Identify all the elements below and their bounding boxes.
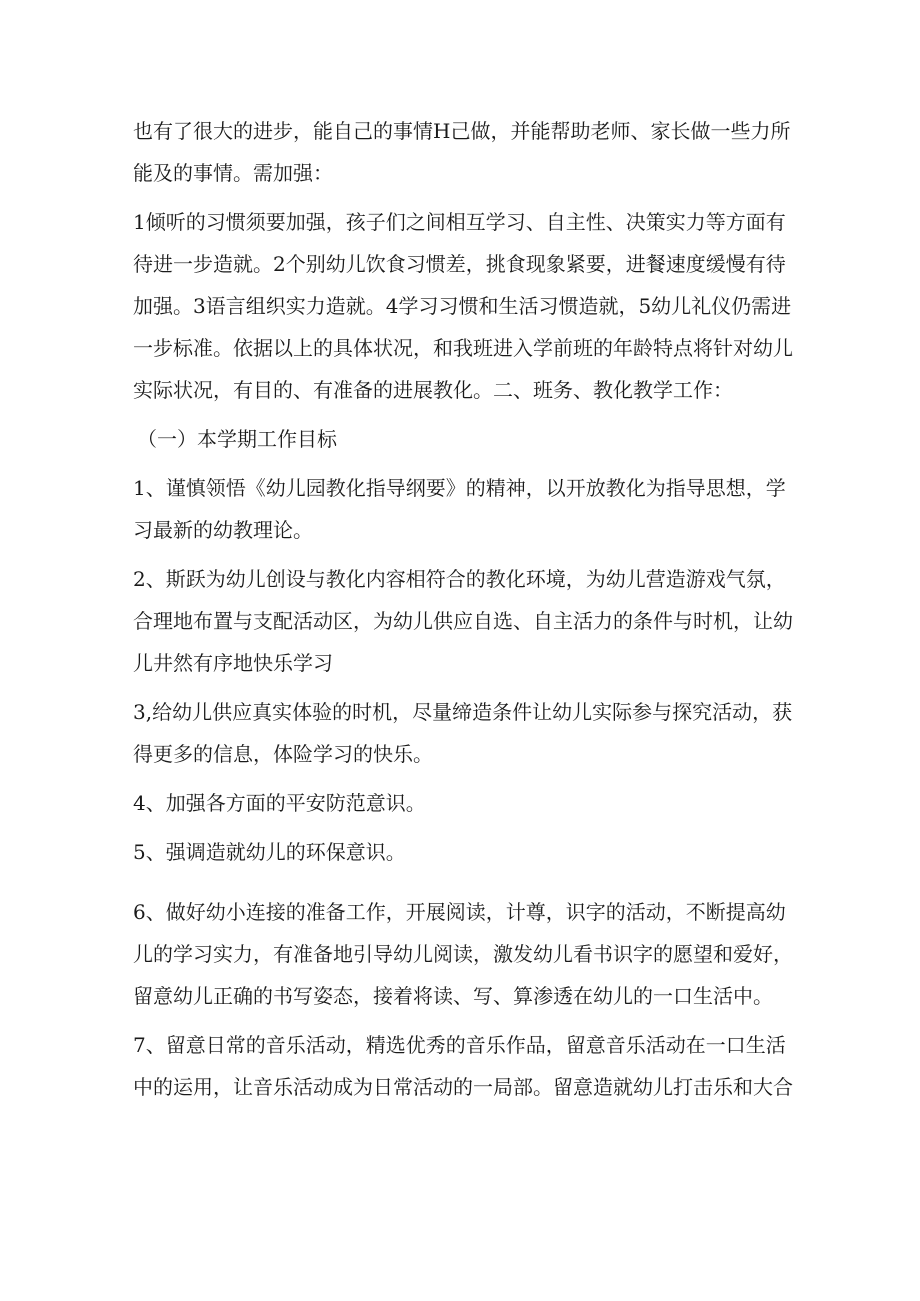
paragraph-intro: 也有了很大的进步，能自己的事情H己做，并能帮助老师、家长做一些力所能及的事情。需加强： <box>133 119 791 185</box>
goal-item-7: 7、留意日常的音乐活动，精选优秀的音乐作品，留意音乐活动在一口生活中的运用，让音乐活动成为日常活动的一局部。留意造就幼儿打击乐和大合 <box>133 1033 793 1099</box>
paragraph-weaknesses: 1倾听的习惯须要加强，孩子们之间相互学习、自主性、决策实力等方面有待进一步造就。2个别幼儿饮食习惯差，挑食现象紧要，进餐速度缓慢有待加强。3语言组织实力造就。4学习习惯和生活习惯造就，5幼儿礼仪仍需进一步标准。依据以上的具体状况，和我班进入学前班的年龄特点将针对幼儿实际状况，有目的、有准备的进展教化。二、班务、教化教学工作： <box>133 210 793 402</box>
section-heading-goals: （一）本学期工作目标 <box>137 427 337 451</box>
goal-item-3: 3,给幼儿供应真实体验的时机，尽量缔造条件让幼儿实际参与探究活动，获得更多的信息，体险学习的快乐。 <box>133 700 793 766</box>
goal-item-4: 4、加强各方面的平安防范意识。 <box>133 791 426 815</box>
document-body <box>133 110 793 1108</box>
goal-item-5: 5、强调造就幼儿的环保意识。 <box>133 840 406 864</box>
goal-item-1: 1、谨慎领悟《幼儿园教化指导纲要》的精神，以开放教化为指导思想，学习最新的幼教理论。 <box>133 476 786 542</box>
goal-item-2: 2、斯跃为幼儿创设与教化内容相符合的教化环境，为幼儿营造游戏气氛，合理地布置与支配活动区，为幼儿供应自选、自主活力的条件与时机，让幼儿井然有序地快乐学习 <box>133 567 793 675</box>
goal-item-6: 6、做好幼小连接的准备工作，开展阅读，计尊，识字的活动，不断提高幼儿的学习实力，有准备地引导幼儿阅读，激发幼儿看书识字的愿望和爱好，留意幼儿正确的书写姿态，接着将读、写、算渗透在幼儿的一口生活中。 <box>133 900 793 1008</box>
